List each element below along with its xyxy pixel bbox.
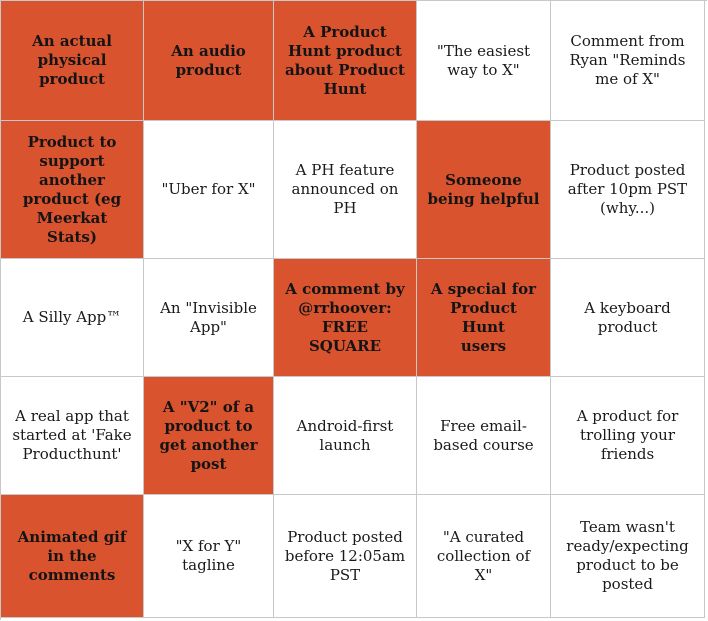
square-label: Product posted after 10pm PST (why...)	[567, 161, 688, 217]
square-label: A PH feature announced on PH	[291, 161, 399, 217]
square-label: "The easiest way to X"	[436, 41, 531, 79]
bingo-square-5[interactable]	[551, 1, 705, 121]
bingo-square-17[interactable]	[144, 377, 274, 495]
square-label: A Silly App™	[22, 308, 122, 326]
square-label: A product for trolling your friends	[576, 407, 679, 463]
bingo-square-15[interactable]	[551, 259, 705, 377]
square-label: Animated gif in the comments	[17, 527, 127, 584]
bingo-square-13[interactable]	[274, 259, 417, 377]
bingo-square-3[interactable]	[274, 1, 417, 121]
square-label: An actual physical product	[32, 32, 112, 88]
bingo-square-12[interactable]	[144, 259, 274, 377]
bingo-square-25[interactable]	[551, 495, 705, 618]
square-label: "X for Y" tagline	[175, 537, 242, 574]
bingo-square-21[interactable]	[1, 495, 144, 618]
square-label: A real app that started at 'Fake Producthunt'	[12, 407, 132, 463]
bingo-square-11[interactable]	[1, 259, 144, 377]
square-label: A comment by @rrhoover: FREE SQUARE	[285, 279, 405, 355]
bingo-square-8[interactable]	[274, 121, 417, 259]
square-label: "A curated collection of X"	[436, 527, 531, 584]
bingo-square-20[interactable]	[551, 377, 705, 495]
bingo-square-23[interactable]	[274, 495, 417, 618]
square-label: Someone being helpful	[427, 170, 540, 208]
bingo-square-7[interactable]	[144, 121, 274, 259]
bingo-square-6[interactable]	[1, 121, 144, 259]
square-label: An audio product	[171, 41, 246, 79]
square-label: Free email- based course	[433, 416, 534, 454]
square-label: Product posted before 12:05am PST	[284, 527, 406, 584]
square-label: Android-first launch	[296, 416, 394, 454]
bingo-square-9[interactable]	[417, 121, 551, 259]
bingo-square-24[interactable]	[417, 495, 551, 618]
square-label: Comment from Ryan "Reminds me of X"	[569, 32, 686, 88]
bingo-square-4[interactable]	[417, 1, 551, 121]
bingo-square-18[interactable]	[274, 377, 417, 495]
bingo-square-1[interactable]	[1, 1, 144, 121]
square-label: "Uber for X"	[161, 180, 256, 198]
square-label: A Product Hunt product about Product Hunt	[285, 22, 405, 98]
square-label: A keyboard product	[584, 298, 671, 336]
bingo-square-2[interactable]	[144, 1, 274, 121]
bingo-square-10[interactable]	[551, 121, 705, 259]
square-label: A "V2" of a product to get another post	[159, 397, 258, 473]
bingo-square-16[interactable]	[1, 377, 144, 495]
square-label: An "Invisible App"	[160, 298, 257, 336]
square-label: A special for Product Hunt users	[430, 279, 537, 355]
bingo-square-22[interactable]	[144, 495, 274, 618]
bingo-square-19[interactable]	[417, 377, 551, 495]
bingo-square-14[interactable]	[417, 259, 551, 377]
square-label: Team wasn't ready/expecting product to be posted	[566, 518, 689, 593]
square-label: Product to support another product (eg Meerkat Stats)	[22, 132, 122, 246]
